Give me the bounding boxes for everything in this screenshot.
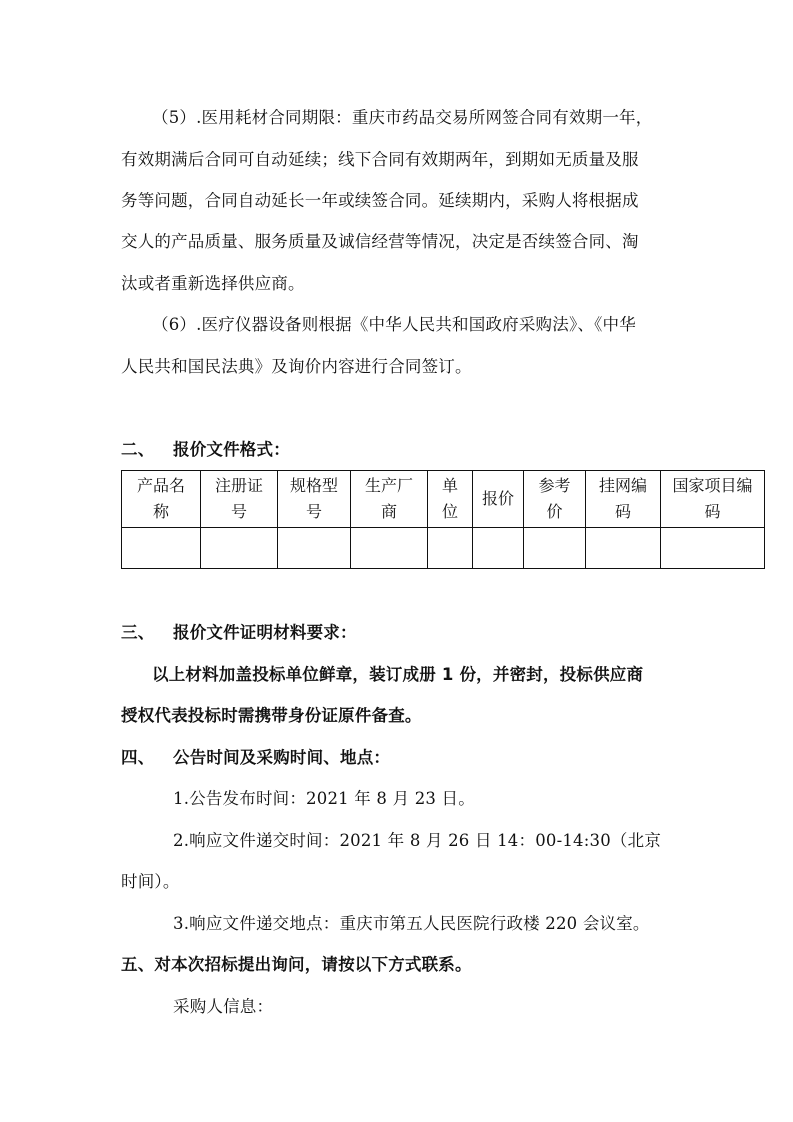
header-product-name: 产品名 称 bbox=[122, 471, 201, 528]
table-cell bbox=[428, 528, 473, 569]
table-cell bbox=[351, 528, 428, 569]
p5-line-2: 有效期满后合同可自动延续；线下合同有效期两年，到期如无质量及服 bbox=[121, 150, 639, 169]
section4-item-3: 3.响应文件递交地点：重庆市第五人民医院行政楼 220 会议室。 bbox=[173, 914, 650, 933]
section2-number: 二、 bbox=[121, 440, 155, 459]
header-national-item-code: 国家项目编 码 bbox=[661, 471, 765, 528]
header-quote: 报价 bbox=[473, 471, 524, 528]
table-cell bbox=[201, 528, 278, 569]
quote-format-table bbox=[121, 470, 765, 569]
section4-item-2-cont: 时间）。 bbox=[121, 872, 180, 891]
header-reference-price: 参考 价 bbox=[524, 471, 586, 528]
table-cell bbox=[524, 528, 586, 569]
p5-line-5: 汰或者重新选择供应商。 bbox=[121, 274, 305, 293]
section5-title: 五、对本次招标提出询问，请按以下方式联系。 bbox=[121, 955, 472, 974]
header-listing-code: 挂网编 码 bbox=[586, 471, 661, 528]
section4-item-2: 2.响应文件递交时间：2021 年 8 月 26 日 14：00-14:30（北京 bbox=[173, 831, 662, 850]
header-unit: 单 位 bbox=[428, 471, 473, 528]
p6-line-1: （6）.医疗仪器设备则根据《中华人民共和国政府采购法》、《中华 bbox=[152, 315, 636, 334]
table-cell bbox=[473, 528, 524, 569]
section3-line-2: 授权代表投标时需携带身份证原件备查。 bbox=[121, 706, 422, 725]
p5-line-3: 务等问题，合同自动延长一年或续签合同。延续期内，采购人将根据成 bbox=[121, 191, 639, 210]
header-manufacturer: 生产厂 商 bbox=[351, 471, 428, 528]
section3-line-1: 以上材料加盖投标单位鲜章，装订成册 1 份，并密封，投标供应商 bbox=[152, 665, 644, 684]
table-cell bbox=[661, 528, 765, 569]
section4-title: 公告时间及采购时间、地点： bbox=[173, 748, 391, 767]
section3-number: 三、 bbox=[121, 623, 155, 642]
purchaser-info-label: 采购人信息： bbox=[173, 997, 274, 1016]
section4-number: 四、 bbox=[121, 748, 155, 767]
table-cell bbox=[122, 528, 201, 569]
section4-item-1: 1.公告发布时间：2021 年 8 月 23 日。 bbox=[173, 789, 475, 808]
header-registration-no: 注册证 号 bbox=[201, 471, 278, 528]
table-cell bbox=[586, 528, 661, 569]
header-specification: 规格型 号 bbox=[278, 471, 351, 528]
section3-title: 报价文件证明材料要求： bbox=[173, 623, 357, 642]
p5-line-1: （5）.医用耗材合同期限：重庆市药品交易所网签合同有效期一年， bbox=[152, 108, 653, 127]
section2-title: 报价文件格式： bbox=[173, 440, 290, 459]
table-cell bbox=[278, 528, 351, 569]
table-row bbox=[122, 528, 765, 569]
p6-line-2: 人民共和国民法典》及询价内容进行合同签订。 bbox=[121, 357, 472, 376]
table-header-row bbox=[122, 471, 765, 528]
p5-line-4: 交人的产品质量、服务质量及诚信经营等情况，决定是否续签合同、淘 bbox=[121, 232, 639, 251]
